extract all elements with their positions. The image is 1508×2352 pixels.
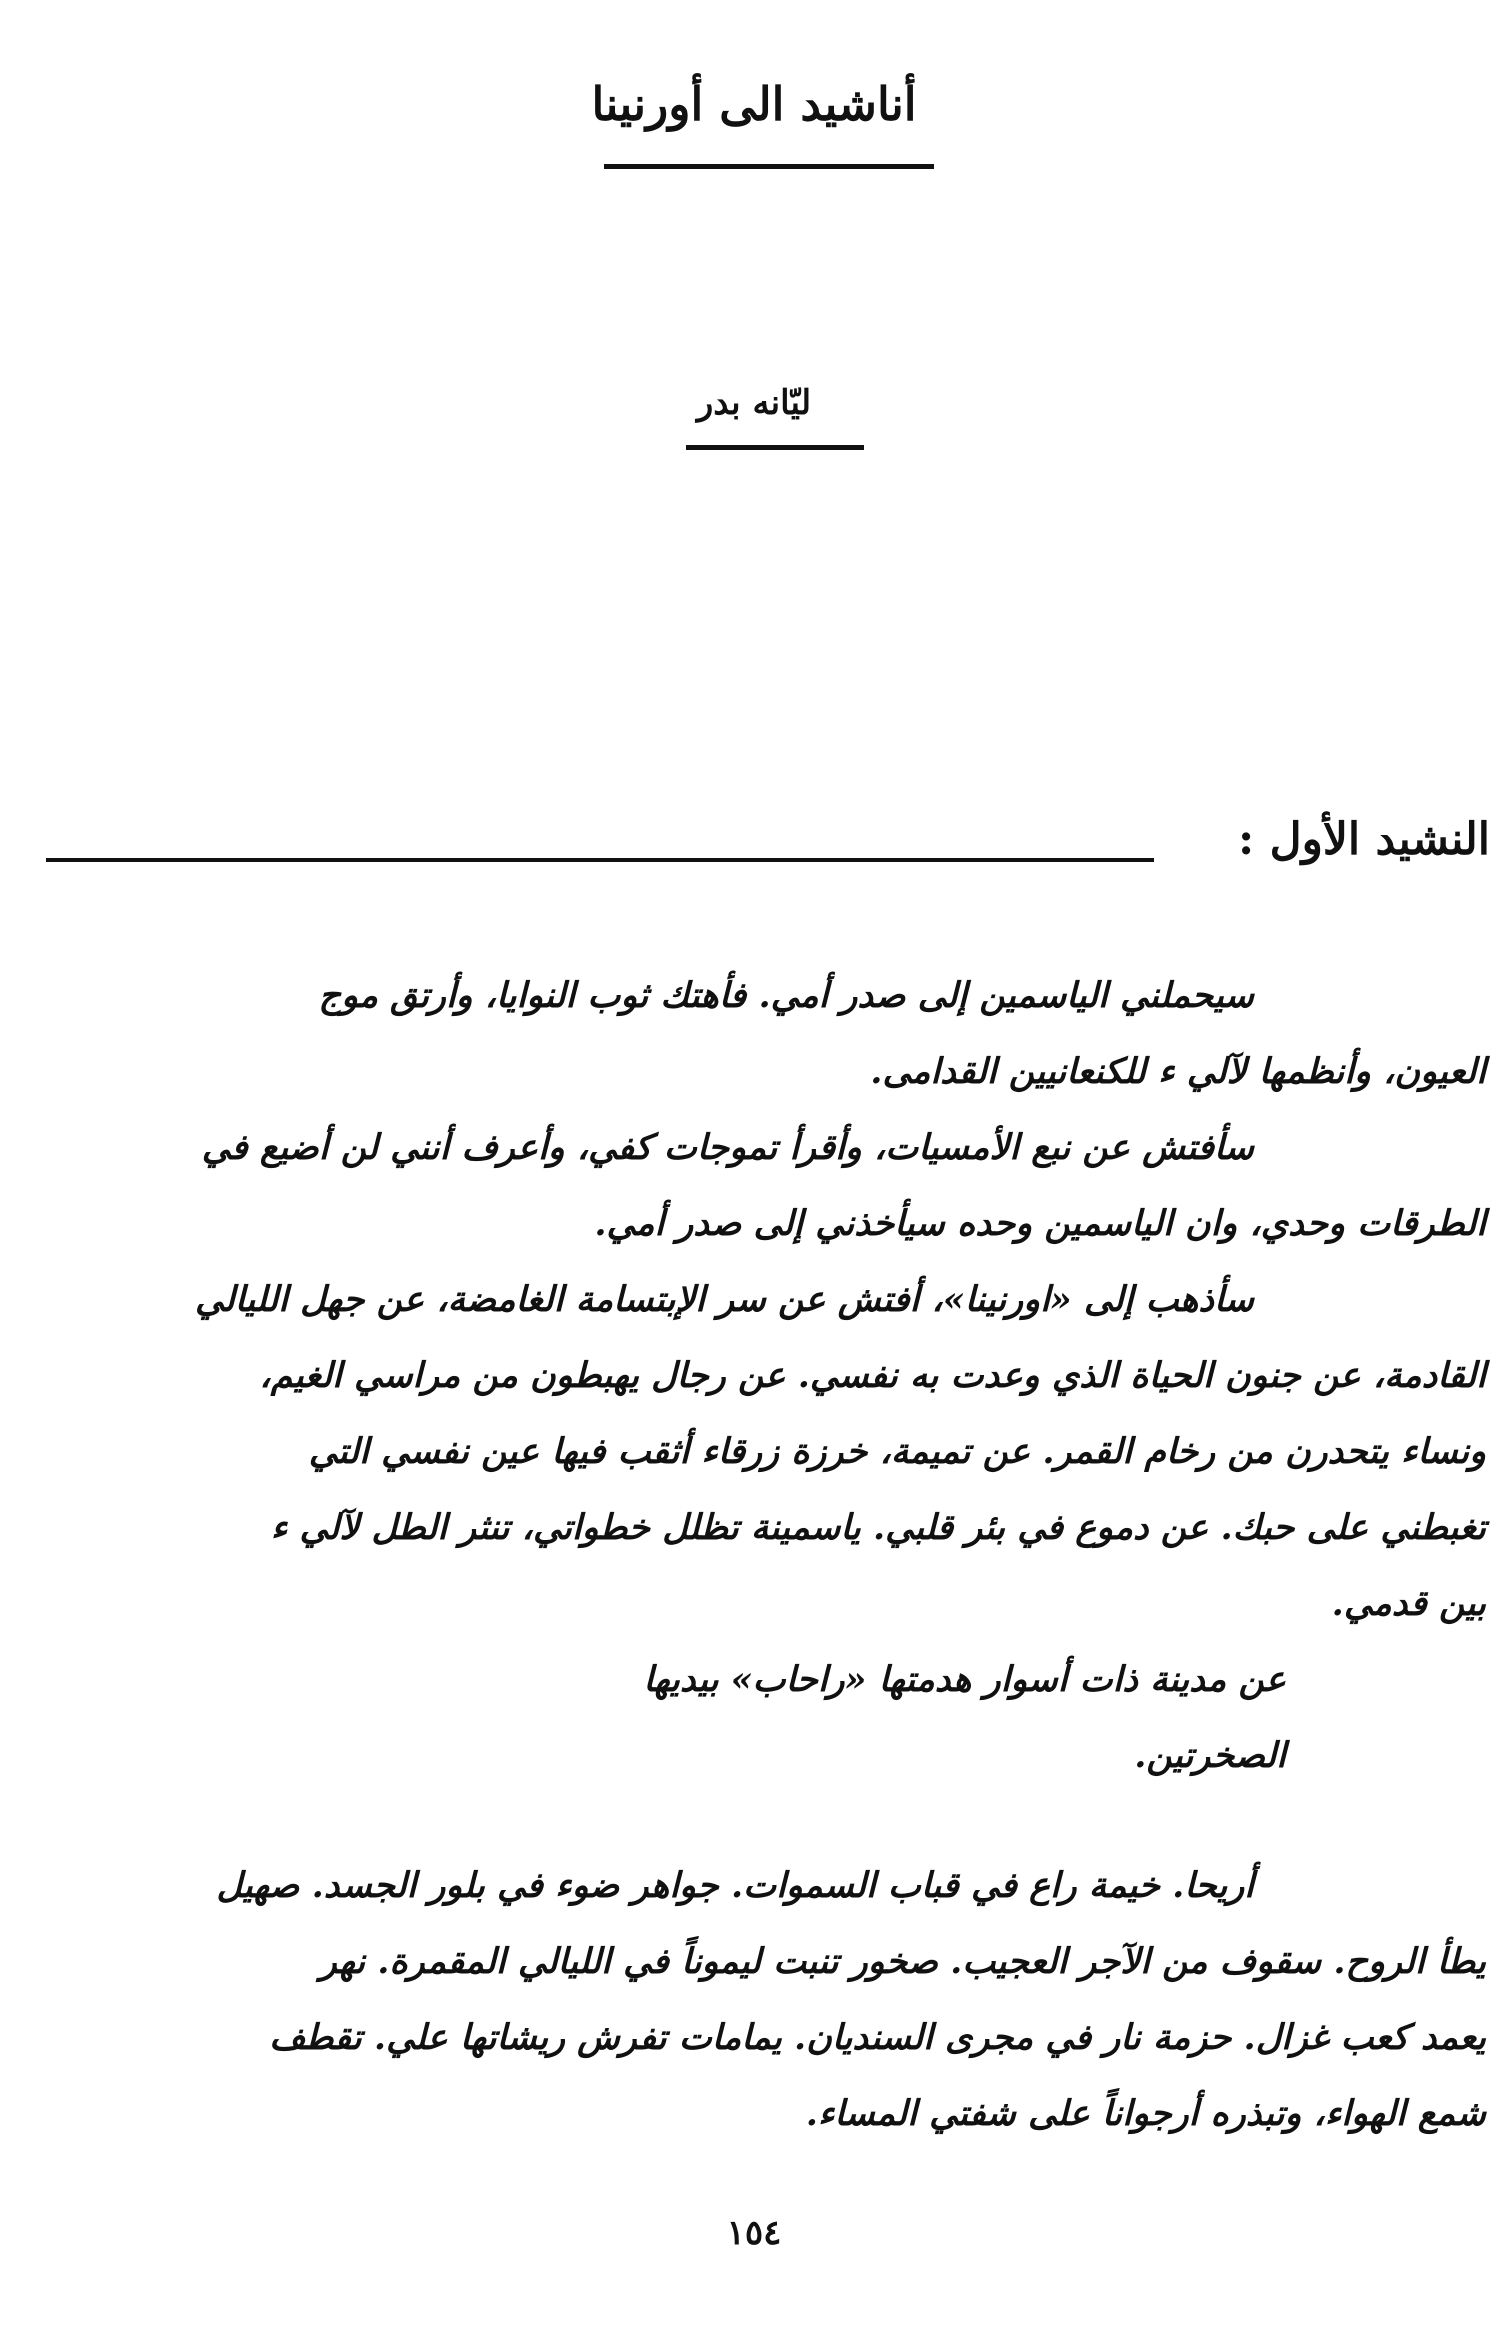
text-line: أريحا. خيمة راع في قباب السموات. جواهر ضوء في بلور الجسد. صهيل [216, 1865, 1254, 1906]
text-line: بين قدمي. [1331, 1583, 1486, 1624]
text-line: الطرقات وحدي، وان الياسمين وحده سيأخذني إلى صدر أمي. [594, 1203, 1486, 1244]
verse-line: الصخرتين. [1134, 1735, 1286, 1776]
author-underline [686, 445, 864, 450]
text-line: القادمة، عن جنون الحياة الذي وعدت به نفسي. عن رجال يهبطون من مراسي الغيم، [259, 1355, 1486, 1396]
paragraph-4 [22, 1848, 1486, 2152]
text-line: العيون، وأنظمها لآلي ء للكنعانيين القدامى. [870, 1051, 1486, 1092]
paragraph-2 [22, 1110, 1486, 1262]
text-line: ونساء يتحدرن من رخام القمر. عن تميمة، خرزة زرقاء أثقب فيها عين نفسي التي [308, 1431, 1486, 1472]
verse-line: عن مدينة ذات أسوار هدمتها «راحاب» بيديها [643, 1659, 1286, 1700]
verse-stanza [643, 1642, 1286, 1794]
page-title: أناشيد الى أورنينا [591, 77, 917, 131]
text-line: سيحملني الياسمين إلى صدر أمي. فأهتك ثوب النوايا، وأرتق موج [318, 975, 1254, 1016]
paragraph-1 [22, 958, 1486, 1110]
text-line: يعمد كعب غزال. حزمة نار في مجرى السنديان. يمامات تفرش ريشاتها علي. تقطف [269, 2017, 1486, 2058]
title-underline [604, 164, 934, 169]
paragraph-3 [22, 1262, 1486, 1642]
author-name: ليّانه بدر [696, 383, 812, 423]
text-line: شمع الهواء، وتبذره أرجواناً على شفتي المساء. [805, 2093, 1486, 2134]
text-line: يطأ الروح. سقوف من الآجر العجيب. صخور تنبت ليموناً في الليالي المقمرة. نهر [319, 1941, 1486, 1982]
page-number: ١٥٤ [726, 2213, 782, 2253]
text-line: سأفتش عن نبع الأمسيات، وأقرأ تموجات كفي، وأعرف أنني لن أضيع في [201, 1127, 1254, 1168]
section-rule [46, 858, 1154, 862]
text-line: سأذهب إلى «اورنينا»، أفتش عن سر الإبتسامة الغامضة، عن جهل الليالي [194, 1279, 1254, 1320]
section-heading: النشيد الأول : [1238, 814, 1490, 865]
text-line: تغبطني على حبك. عن دموع في بئر قلبي. ياسمينة تظلل خطواتي، تنثر الطل لآلي ء [270, 1507, 1486, 1548]
